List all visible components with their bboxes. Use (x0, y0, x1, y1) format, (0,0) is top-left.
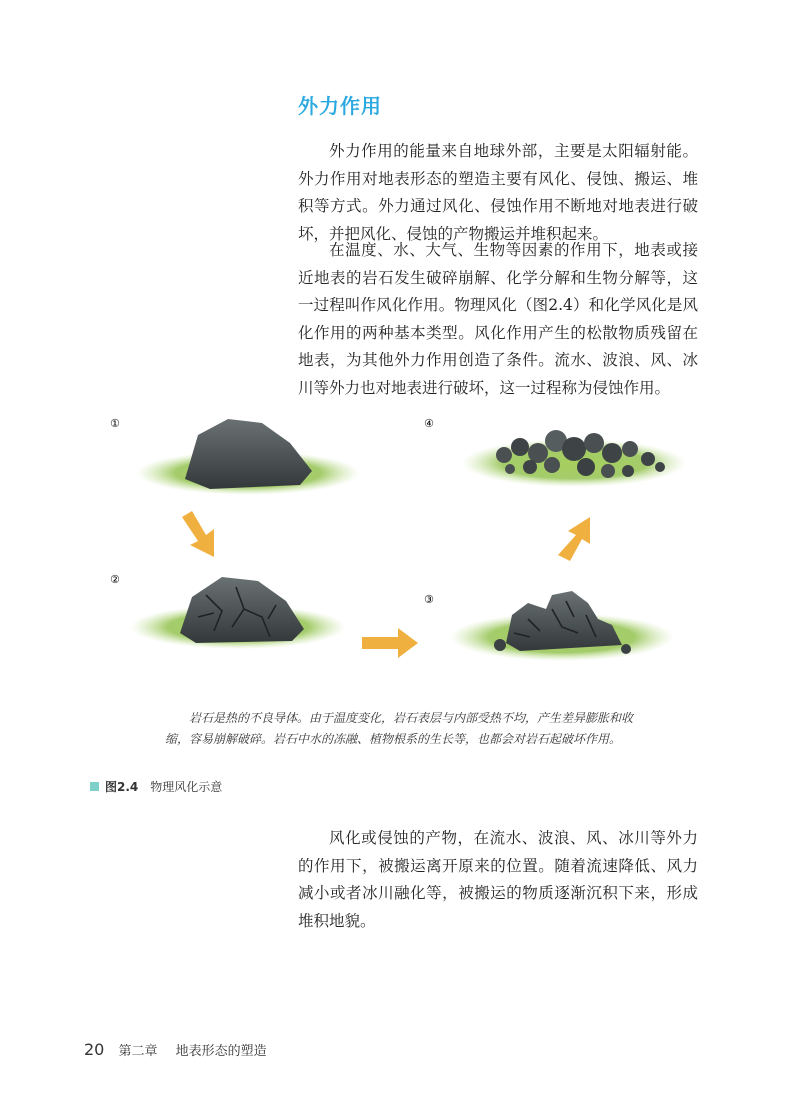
step-4-fragments (462, 430, 686, 487)
step-number-2: ② (110, 573, 120, 586)
chapter-title: 地表形态的塑造 (175, 1044, 267, 1059)
page-footer (84, 1040, 267, 1059)
section-title: 外力作用 (298, 94, 382, 118)
arrow-1-to-2-icon (182, 511, 214, 557)
chapter-number: 第二章 (118, 1044, 158, 1059)
figure-label-text: 物理风化示意 (150, 780, 223, 794)
weathering-illustration (0, 405, 800, 705)
arrow-3-to-4-icon (558, 517, 590, 561)
step-1-intact-rock (136, 419, 360, 495)
figure-physical-weathering (0, 405, 800, 705)
arrow-2-to-3-icon (362, 628, 418, 658)
paragraph-3: 风化或侵蚀的产物，在流水、波浪、风、冰川等外力的作用下，被搬运离开原来的位置。随着流速降低、风力减小或者冰川融化等，被搬运的物质逐渐沉积下来，形成堆积地貌。 (298, 829, 698, 930)
figure-label-marker-icon (90, 782, 99, 791)
step-number-3: ③ (424, 593, 434, 606)
figure-label-number: 图2.4 (105, 780, 139, 794)
step-number-4: ④ (424, 417, 434, 430)
paragraph-2: 在温度、水、大气、生物等因素的作用下，地表或接近地表的岩石发生破碎崩解、化学分解和生物分解等，这一过程叫作风化作用。物理风化（图2.4）和化学风化是风化作用的两种基本类型。风化作用产生的松散物质残留在地表，为其他外力作用创造了条件。流水、波浪、风、冰川等外力也对地表进行破坏，这一过程称为侵蚀作用。 (298, 241, 698, 397)
step-2-cracked-rock (130, 577, 346, 649)
step-3-broken-rock (450, 591, 674, 661)
step-number-1: ① (110, 417, 120, 430)
figure-caption: 岩石是热的不良导体。由于温度变化，岩石表层与内部受热不均，产生差异膨胀和收缩，容易崩解破碎。岩石中水的冻融、植物根系的生长等，也都会对岩石起破坏作用。 (165, 711, 634, 746)
page-number: 20 (84, 1040, 105, 1059)
paragraph-1: 外力作用的能量来自地球外部，主要是太阳辐射能。外力作用对地表形态的塑造主要有风化、侵蚀、搬运、堆积等方式。外力通过风化、侵蚀作用不断地对地表进行破坏，并把风化、侵蚀的产物搬运并堆积起来。 (298, 142, 698, 243)
figure-label (90, 778, 222, 795)
